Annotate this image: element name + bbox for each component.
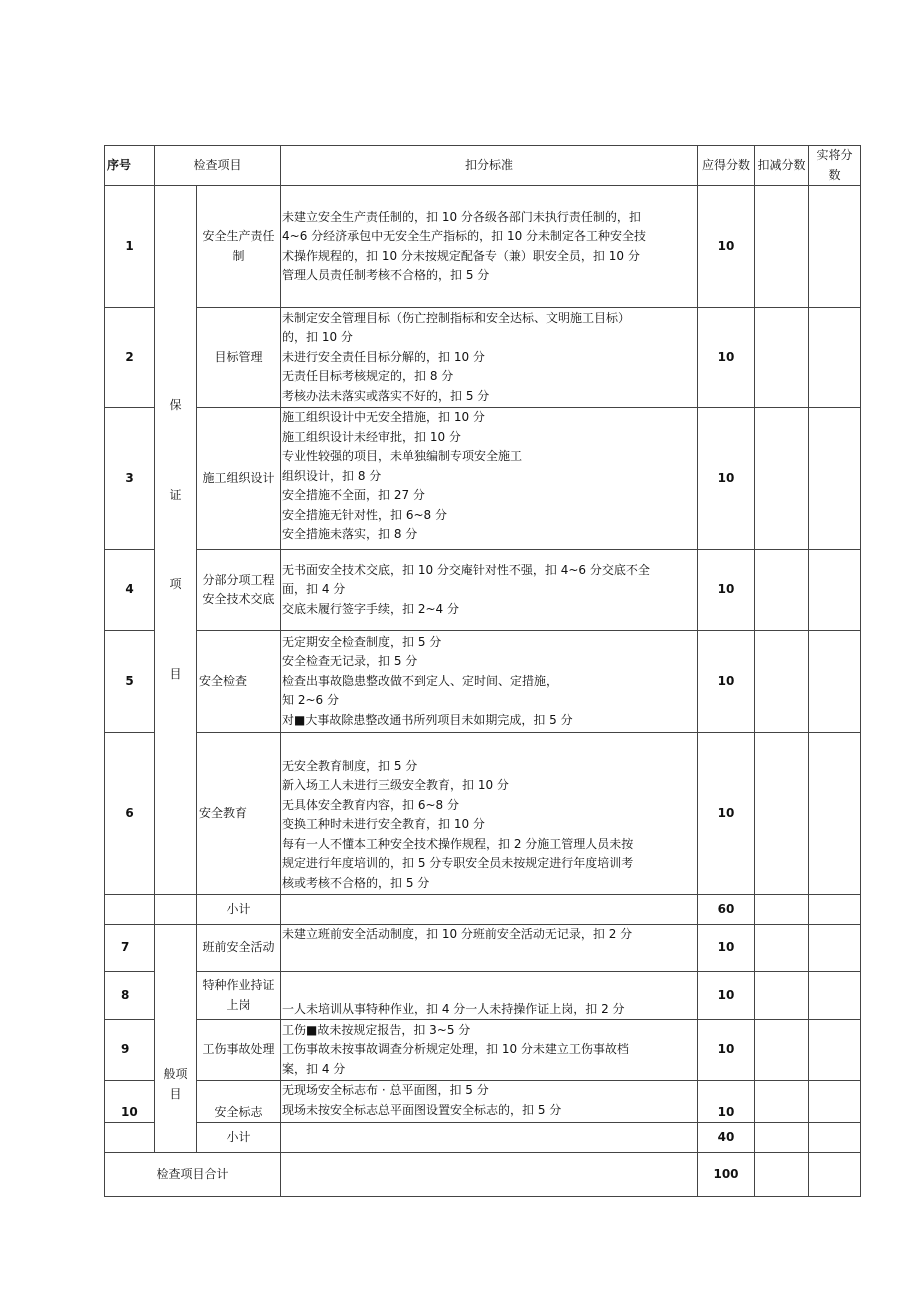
table-row xyxy=(105,631,861,733)
row-criteria xyxy=(281,1020,698,1081)
actual-cell[interactable] xyxy=(809,1081,861,1123)
subtotal-label: 小计 xyxy=(197,1123,281,1153)
deduct-cell[interactable] xyxy=(755,925,809,972)
row-score: 10 xyxy=(698,631,755,733)
deduct-cell[interactable] xyxy=(755,550,809,631)
criteria-line: 每有一人不懂本工种安全技术操作规程，扣 2 分施工管理人员未按 xyxy=(282,836,634,851)
empty-cell xyxy=(105,895,155,925)
header-criteria: 扣分标准 xyxy=(281,146,698,186)
header-deduct: 扣减分数 xyxy=(755,146,809,186)
criteria-line: 无安全教育制度，扣 5 分 xyxy=(282,758,418,773)
row-criteria xyxy=(281,1081,698,1123)
criteria-line: 术操作规程的，扣 10 分未按规定配备专（兼）职安全员，扣 10 分 xyxy=(282,248,640,263)
row-item: 施工组织设计 xyxy=(197,408,281,550)
actual-cell[interactable] xyxy=(809,733,861,895)
criteria-line: 无定期安全检查制度，扣 5 分 xyxy=(282,634,442,649)
criteria-line: 对■大事故除患整改通书所列项目未如期完成，扣 5 分 xyxy=(282,712,573,727)
deduct-cell[interactable] xyxy=(755,308,809,408)
criteria-line: 安全检查无记录，扣 5 分 xyxy=(282,654,418,669)
criteria-line: 未制定安全管理目标（伤亡控制指标和安全达标、文明施工目标） xyxy=(282,310,631,325)
row-score: 10 xyxy=(698,1020,755,1081)
row-item: 班前安全活动 xyxy=(197,925,281,972)
row-no: 5 xyxy=(105,631,155,733)
actual-cell[interactable] xyxy=(809,1020,861,1081)
row-criteria xyxy=(281,408,698,550)
criteria-line: 安全措施无针对性，扣 6~8 分 xyxy=(282,507,447,522)
criteria-line: 案，扣 4 分 xyxy=(282,1061,346,1076)
row-criteria xyxy=(281,631,698,733)
group-char: 目 xyxy=(169,666,182,681)
deduct-cell[interactable] xyxy=(755,895,809,925)
total-row xyxy=(105,1153,861,1197)
criteria-line: 知 2~6 分 xyxy=(282,693,339,708)
empty-cell xyxy=(155,895,197,925)
deduct-cell[interactable] xyxy=(755,733,809,895)
row-no: 3 xyxy=(105,408,155,550)
deduct-cell[interactable] xyxy=(755,1081,809,1123)
row-criteria xyxy=(281,925,698,972)
row-score: 10 xyxy=(698,972,755,1020)
row-item: 安全生产责任制 xyxy=(197,186,281,308)
deduct-cell[interactable] xyxy=(755,972,809,1020)
group-char: 项 xyxy=(169,577,182,591)
group-char: 保 xyxy=(169,398,182,412)
row-score: 10 xyxy=(698,186,755,308)
criteria-line: 核或考核不合格的，扣 5 分 xyxy=(282,875,430,890)
actual-cell[interactable] xyxy=(809,408,861,550)
criteria-line: 未建立安全生产责任制的，扣 10 分各级各部门未执行责任制的，扣 xyxy=(282,209,641,224)
row-score: 10 xyxy=(698,1081,755,1123)
row-no: 8 xyxy=(105,972,155,1020)
subtotal-score: 40 xyxy=(698,1123,755,1153)
actual-cell[interactable] xyxy=(809,186,861,308)
row-score: 10 xyxy=(698,733,755,895)
criteria-line: 的，扣 10 分 xyxy=(282,330,353,345)
criteria-line: 考核办法未落实或落实不好的，扣 5 分 xyxy=(282,388,490,403)
row-criteria xyxy=(281,186,698,308)
criteria-line: 管理人员责任制考核不合格的，扣 5 分 xyxy=(282,268,490,282)
header-item: 检查项目 xyxy=(155,146,281,186)
table-row xyxy=(105,972,861,1020)
group-char: 般项 xyxy=(163,1067,188,1081)
criteria-line: 无现场安全标志布 · 总平面图，扣 5 分 xyxy=(282,1083,489,1097)
empty-cell xyxy=(281,895,698,925)
table-row xyxy=(105,733,861,895)
row-no: 10 xyxy=(105,1081,155,1123)
criteria-line: 检查出事故隐患整改做不到定人、定时间、定措施， xyxy=(282,673,559,688)
row-no: 7 xyxy=(105,925,155,972)
criteria-line: 安全措施未落实，扣 8 分 xyxy=(282,527,418,541)
criteria-line: 交底未履行签字手续，扣 2~4 分 xyxy=(282,601,459,616)
empty-cell xyxy=(105,1123,155,1153)
table-row xyxy=(105,186,861,308)
deduct-cell[interactable] xyxy=(755,631,809,733)
row-no: 2 xyxy=(105,308,155,408)
criteria-line: 工伤■故未按规定报告，扣 3~5 分 xyxy=(282,1022,471,1037)
empty-cell xyxy=(281,1153,698,1197)
group-general xyxy=(155,925,197,1153)
row-item: 特种作业持证上岗 xyxy=(197,972,281,1020)
row-item: 分部分项工程安全技术交底 xyxy=(197,550,281,631)
group-char: 证 xyxy=(169,487,182,502)
total-score: 100 xyxy=(698,1153,755,1197)
deduct-cell[interactable] xyxy=(755,1123,809,1153)
subtotal-row xyxy=(105,1123,861,1153)
row-no: 1 xyxy=(105,186,155,308)
row-no: 6 xyxy=(105,733,155,895)
criteria-line: 安全措施不全面，扣 27 分 xyxy=(282,488,425,502)
row-item: 安全检查 xyxy=(197,631,281,733)
row-item: 安全标志 xyxy=(197,1081,281,1123)
criteria-line: 未进行安全责任目标分解的，扣 10 分 xyxy=(282,349,485,364)
group-guarantee xyxy=(155,186,197,895)
criteria-line: 一人未培训从事特种作业，扣 4 分一人未持操作证上岗，扣 2 分 xyxy=(282,1001,625,1016)
header-should: 应得分数 xyxy=(698,146,755,186)
table-row xyxy=(105,550,861,631)
subtotal-label: 小计 xyxy=(197,895,281,925)
criteria-line: 无具体安全教育内容，扣 6~8 分 xyxy=(282,797,459,812)
empty-cell xyxy=(281,1123,698,1153)
header-actual: 实将分数 xyxy=(809,146,861,186)
actual-cell[interactable] xyxy=(809,1123,861,1153)
row-no: 4 xyxy=(105,550,155,631)
deduct-cell[interactable] xyxy=(755,1020,809,1081)
table-row xyxy=(105,308,861,408)
safety-inspection-table xyxy=(104,145,861,1197)
criteria-line: 施工组织设计未经审批，扣 10 分 xyxy=(282,429,461,444)
criteria-line: 规定进行年度培训的，扣 5 分专职安全员未按规定进行年度培训考 xyxy=(282,856,634,870)
table-row xyxy=(105,1081,861,1123)
table-row xyxy=(105,1020,861,1081)
subtotal-score: 60 xyxy=(698,895,755,925)
row-score: 10 xyxy=(698,550,755,631)
actual-cell[interactable] xyxy=(809,925,861,972)
actual-cell[interactable] xyxy=(809,308,861,408)
actual-cell[interactable] xyxy=(809,1153,861,1197)
row-criteria xyxy=(281,733,698,895)
row-score: 10 xyxy=(698,925,755,972)
actual-cell[interactable] xyxy=(809,972,861,1020)
row-criteria xyxy=(281,550,698,631)
criteria-line: 现场未按安全标志总平面图设置安全标志的，扣 5 分 xyxy=(282,1102,562,1117)
header-no: 序号 xyxy=(105,146,155,186)
row-score: 10 xyxy=(698,308,755,408)
criteria-line: 新入场工人未进行三级安全教育，扣 10 分 xyxy=(282,778,509,792)
actual-cell[interactable] xyxy=(809,550,861,631)
deduct-cell[interactable] xyxy=(755,408,809,550)
actual-cell[interactable] xyxy=(809,895,861,925)
criteria-line: 专业性较强的项目，未单独编制专项安全施工 xyxy=(282,449,523,463)
row-score: 10 xyxy=(698,408,755,550)
subtotal-row xyxy=(105,895,861,925)
total-label: 检查项目合计 xyxy=(105,1153,281,1197)
table-row xyxy=(105,408,861,550)
actual-cell[interactable] xyxy=(809,631,861,733)
criteria-line: 无书面安全技术交底，扣 10 分交庵针对性不强，扣 4~6 分交底不全 xyxy=(282,562,650,577)
criteria-line: 未建立班前安全活动制度，扣 10 分班前安全活动无记录，扣 2 分 xyxy=(282,927,633,941)
criteria-line: 组织设计，扣 8 分 xyxy=(282,468,382,483)
header-row xyxy=(105,146,861,186)
criteria-line: 变换工种时未进行安全教育，扣 10 分 xyxy=(282,817,485,831)
row-item: 目标管理 xyxy=(197,308,281,408)
criteria-line: 面，扣 4 分 xyxy=(282,582,346,597)
group-char: 目 xyxy=(169,1086,182,1101)
table-row xyxy=(105,925,861,972)
row-item: 安全教育 xyxy=(197,733,281,895)
criteria-line: 施工组织设计中无安全措施，扣 10 分 xyxy=(282,410,485,424)
deduct-cell[interactable] xyxy=(755,186,809,308)
row-criteria xyxy=(281,308,698,408)
criteria-line: 无责任目标考核规定的，扣 8 分 xyxy=(282,369,454,384)
row-item: 工伤事故处理 xyxy=(197,1020,281,1081)
criteria-line: 4~6 分经济承包中无安全生产指标的，扣 10 分未制定各工种安全技 xyxy=(282,229,647,243)
row-criteria xyxy=(281,972,698,1020)
row-no: 9 xyxy=(105,1020,155,1081)
criteria-line: 工伤事故未按事故调查分析规定处理，扣 10 分未建立工伤事故档 xyxy=(282,1042,629,1057)
deduct-cell[interactable] xyxy=(755,1153,809,1197)
